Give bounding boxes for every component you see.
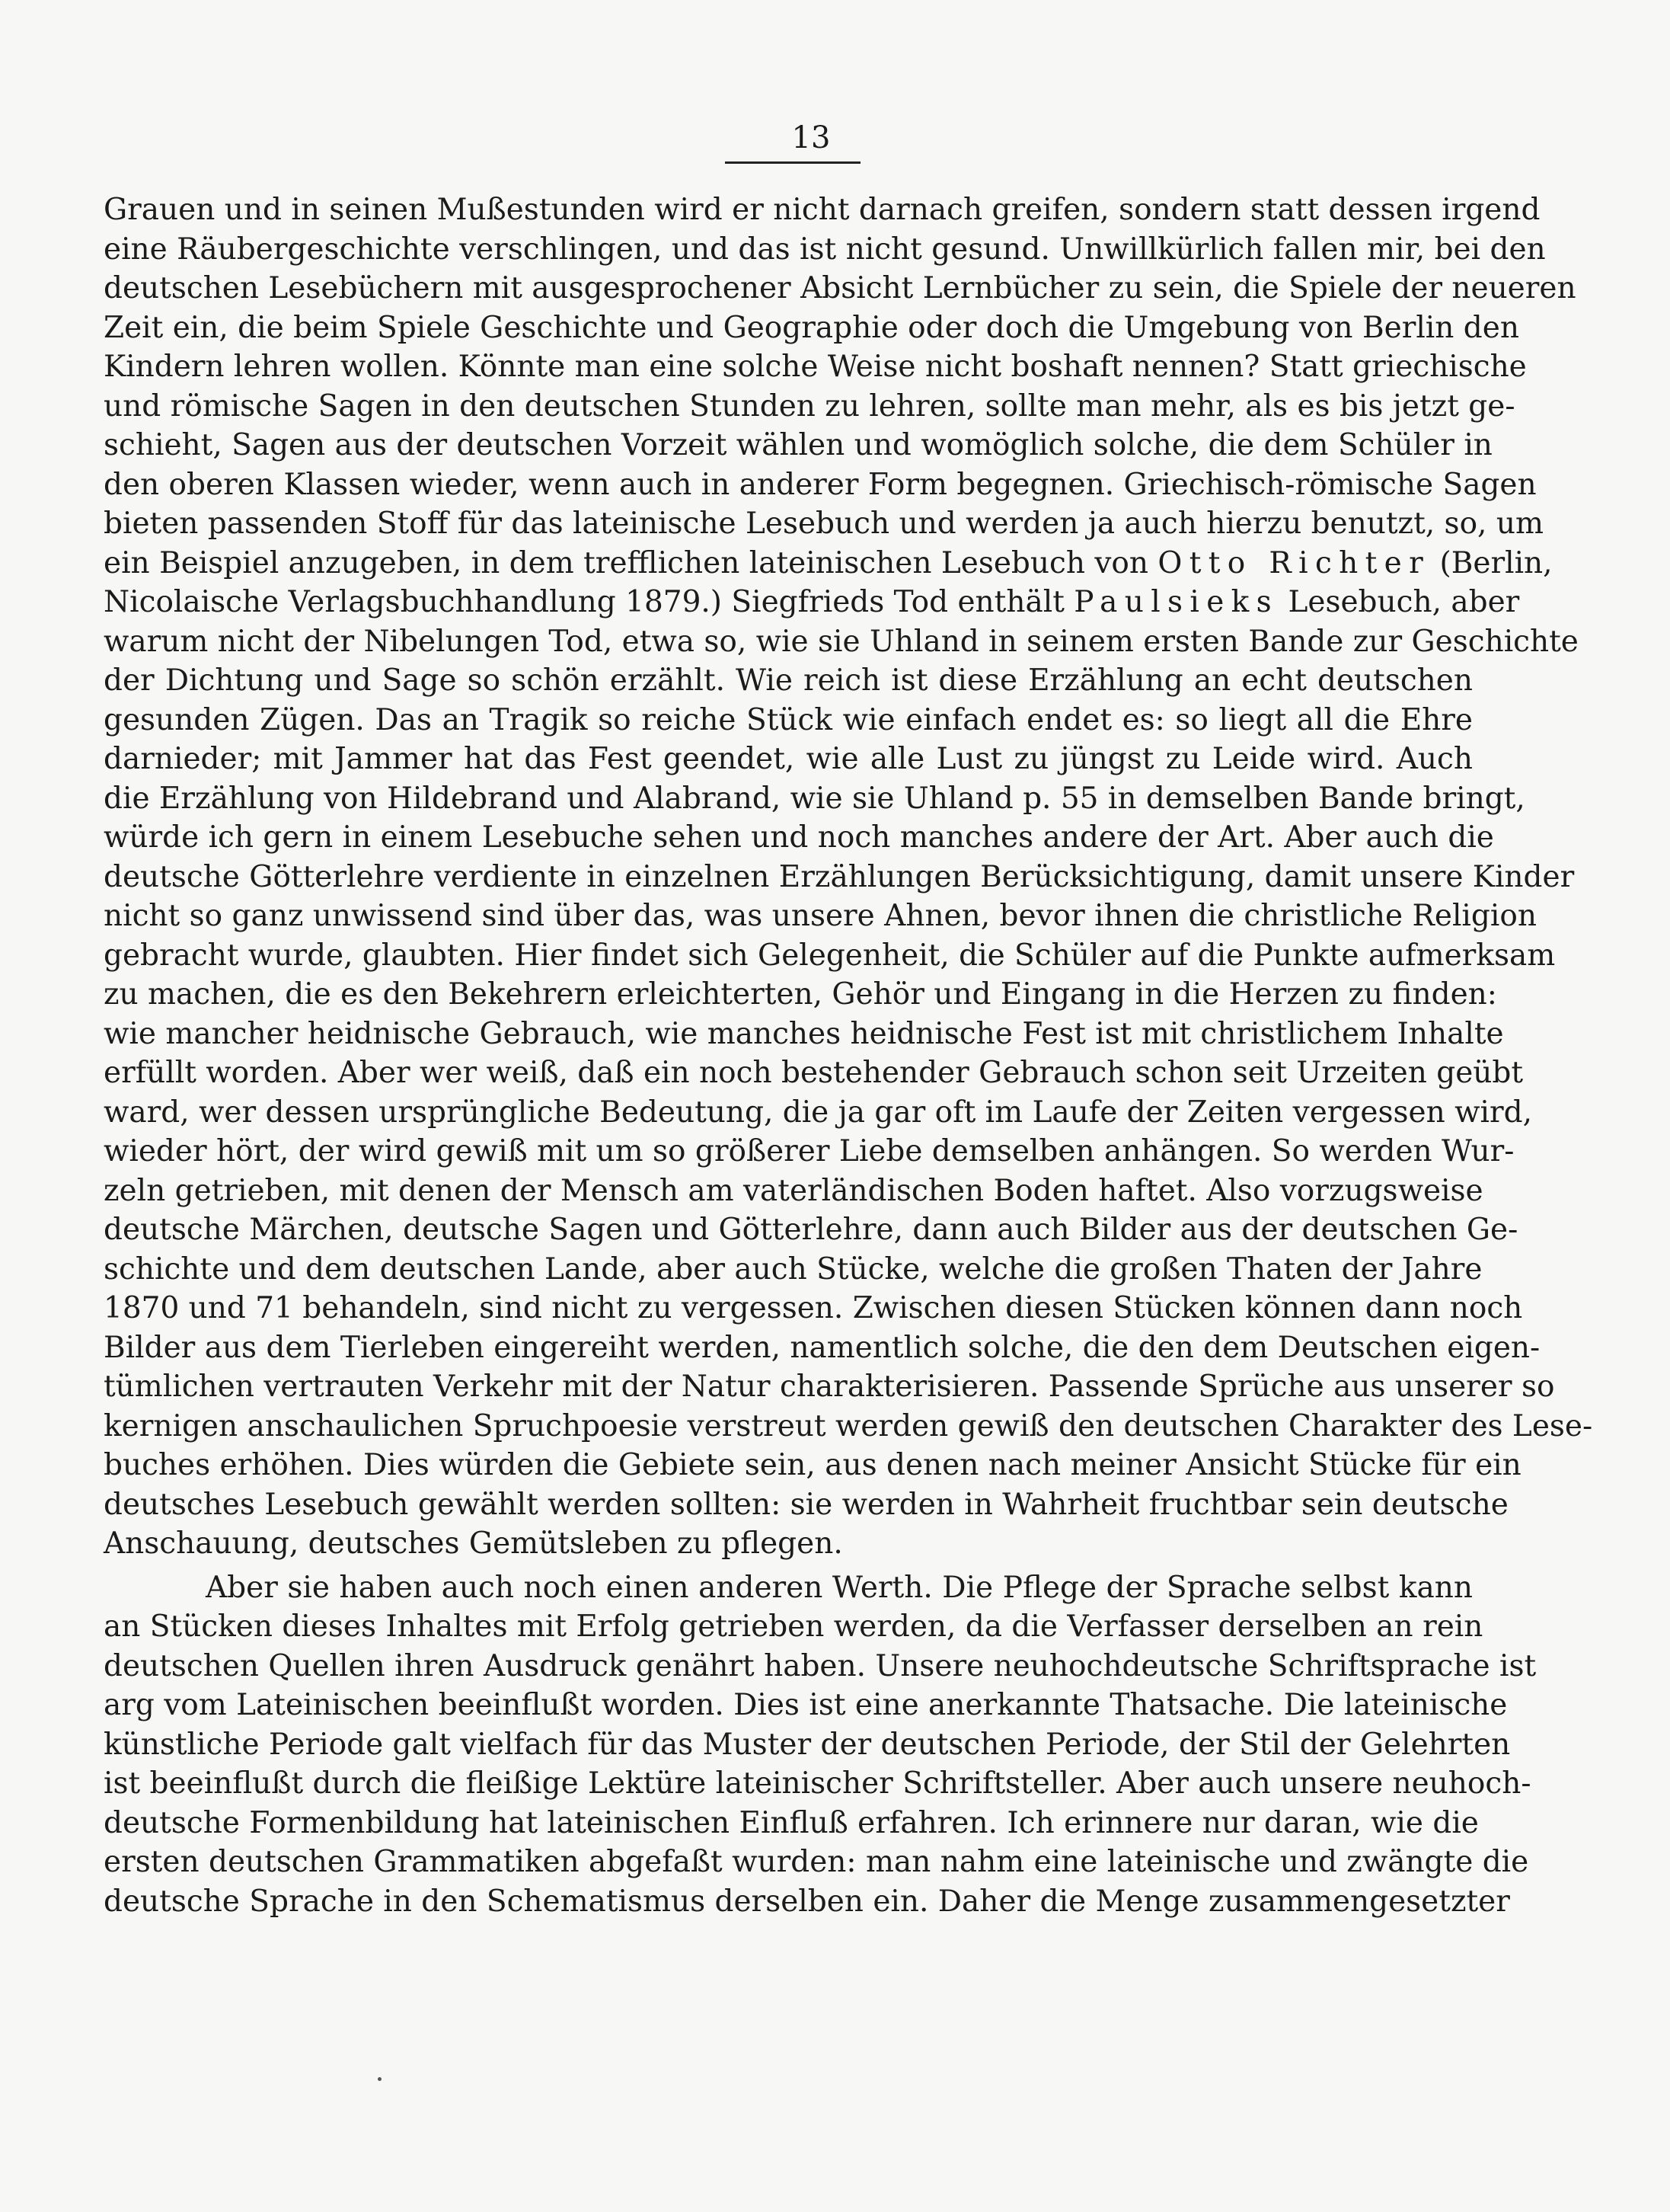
text-line: deutschen Lesebüchern mit ausgesprochener Absicht Lernbücher zu sein, die Spiele der neueren xyxy=(104,271,1576,305)
text-line: warum nicht der Nibelungen Tod, etwa so, wie sie Uhland in seinem ersten Bande zur Geschichte xyxy=(104,624,1579,659)
text-line: die Erzählung von Hildebrand und Alabrand, wie sie Uhland p. 55 in demselben Bande bringt, xyxy=(104,781,1525,816)
text-line: künstliche Periode galt vielfach für das Muster der deutschen Periode, der Stil der Gelehrten xyxy=(104,1727,1511,1762)
text-line: zu machen, die es den Bekehrern erleichterten, Gehör und Eingang in die Herzen zu finden: xyxy=(104,977,1497,1012)
text-line: Kindern lehren wollen. Könnte man eine solche Weise nicht boshaft nennen? Statt griechische xyxy=(104,350,1527,384)
text-line: deutsche Sprache in den Schematismus derselben ein. Daher die Menge zusammengesetzter xyxy=(104,1884,1510,1919)
text-line: an Stücken dieses Inhaltes mit Erfolg getrieben werden, da die Verfasser derselben an rein xyxy=(104,1609,1483,1644)
text-line: gebracht wurde, glaubten. Hier findet sich Gelegenheit, die Schüler auf die Punkte aufmerksam xyxy=(104,938,1556,973)
text-line: deutsche Götterlehre verdiente in einzelnen Erzählungen Berücksichtigung, damit unsere Kinder xyxy=(104,859,1575,894)
text-line: bieten passenden Stoff für das lateinische Lesebuch und werden ja auch hierzu benutzt, so, um xyxy=(104,507,1544,541)
text-line: erfüllt worden. Aber wer weiß, daß ein noch bestehender Gebrauch schon seit Urzeiten geübt xyxy=(104,1056,1524,1090)
text-line: den oberen Klassen wieder, wenn auch in anderer Form begegnen. Griechisch-römische Sagen xyxy=(104,467,1537,502)
text-line: darnieder; mit Jammer hat das Fest geendet, wie alle Lust zu jüngst zu Leide wird. Auch xyxy=(104,742,1473,776)
text-line: und römische Sagen in den deutschen Stunden zu lehren, sollte man mehr, als es bis jetzt ge- xyxy=(104,388,1515,424)
page-number: 13 xyxy=(791,120,831,155)
page-number-rule xyxy=(725,161,861,164)
text-line: eine Räubergeschichte verschlingen, und das ist nicht gesund. Unwillkürlich fallen mir, bei den xyxy=(104,232,1546,267)
paragraph-2 xyxy=(104,1568,1537,1922)
text-line: deutsche Formenbildung hat lateinischen Einfluß erfahren. Ich erinnere nur daran, wie die xyxy=(104,1805,1479,1840)
text-line: schieht, Sagen aus der deutschen Vorzeit wählen und womöglich solche, die dem Schüler in xyxy=(104,428,1493,462)
text-line: ist beeinflußt durch die fleißige Lektüre lateinischer Schriftsteller. Aber auch unsere neuhoch- xyxy=(104,1766,1531,1801)
text-line: wieder hört, der wird gewiß mit um so größerer Liebe demselben anhängen. So werden Wur- xyxy=(104,1134,1515,1168)
text-line: deutsches Lesebuch gewählt werden sollten: sie werden in Wahrheit fruchtbar sein deutsche xyxy=(104,1487,1509,1522)
text-line: ersten deutschen Grammatiken abgefaßt wurden: man nahm eine lateinische und zwängte die xyxy=(104,1845,1529,1879)
text-line: Zeit ein, die beim Spiele Geschichte und Geographie oder doch die Umgebung von Berlin den xyxy=(104,310,1519,345)
text-line: ward, wer dessen ursprüngliche Bedeutung, die ja gar oft im Laufe der Zeiten vergessen wird, xyxy=(104,1095,1532,1130)
text-line: Nicolaische Verlagsbuchhandlung 1879.) Siegfrieds Tod enthält Paulsieks Lesebuch, aber xyxy=(104,585,1520,619)
text-line: schichte und dem deutschen Lande, aber auch Stücke, welche die großen Thaten der Jahre xyxy=(104,1251,1483,1287)
text-line: tümlichen vertrauten Verkehr mit der Natur charakterisieren. Passende Sprüche aus unserer so xyxy=(104,1370,1555,1404)
text-line: deutschen Quellen ihren Ausdruck genährt haben. Unsere neuhochdeutsche Schriftsprache ist xyxy=(104,1648,1537,1683)
paragraph-1 xyxy=(104,190,1593,1564)
print-speck xyxy=(378,2077,382,2081)
text-line: Grauen und in seinen Mußestunden wird er nicht darnach greifen, sondern statt dessen irgend xyxy=(104,193,1541,227)
text-line: Anschauung, deutsches Gemütsleben zu pflegen. xyxy=(104,1526,843,1561)
text-line: kernigen anschaulichen Spruchpoesie verstreut werden gewiß den deutschen Charakter des Lese- xyxy=(104,1408,1593,1443)
text-line: 1870 und 71 behandeln, sind nicht zu vergessen. Zwischen diesen Stücken können dann noch xyxy=(104,1291,1523,1325)
text-line: Aber sie haben auch noch einen anderen Werth. Die Pflege der Sprache selbst kann xyxy=(206,1570,1473,1605)
text-line: zeln getrieben, mit denen der Mensch am vaterländischen Boden haftet. Also vorzugsweise xyxy=(104,1173,1483,1208)
spaced-name: Paulsieks xyxy=(1074,585,1279,619)
spaced-name: Otto Richter xyxy=(1158,545,1431,580)
text-line: würde ich gern in einem Lesebuche sehen und noch manches andere der Art. Aber auch die xyxy=(104,820,1494,855)
text-line: Bilder aus dem Tierleben eingereiht werden, namentlich solche, die den dem Deutschen eigen- xyxy=(104,1330,1541,1365)
text-line: arg vom Lateinischen beeinflußt worden. Dies ist eine anerkannte Thatsache. Die lateinische xyxy=(104,1688,1508,1722)
text-line: nicht so ganz unwissend sind über das, was unsere Ahnen, bevor ihnen die christliche Religion xyxy=(104,899,1537,933)
body-text xyxy=(104,190,1593,1921)
text-line: buches erhöhen. Dies würden die Gebiete sein, aus denen nach meiner Ansicht Stücke für ein xyxy=(104,1448,1522,1482)
text-line: deutsche Märchen, deutsche Sagen und Götterlehre, dann auch Bilder aus der deutschen Ge- xyxy=(104,1213,1518,1247)
text-line: der Dichtung und Sage so schön erzählt. Wie reich ist diese Erzählung an echt deutschen xyxy=(104,663,1473,698)
text-line: gesunden Zügen. Das an Tragik so reiche Stück wie einfach endet es: so liegt all die Ehre xyxy=(104,702,1473,737)
text-line: ein Beispiel anzugeben, in dem trefflichen lateinischen Lesebuch von Otto Richter (Berlin, xyxy=(104,545,1553,580)
text-line: wie mancher heidnische Gebrauch, wie manches heidnische Fest ist mit christlichem Inhalte xyxy=(104,1016,1504,1051)
